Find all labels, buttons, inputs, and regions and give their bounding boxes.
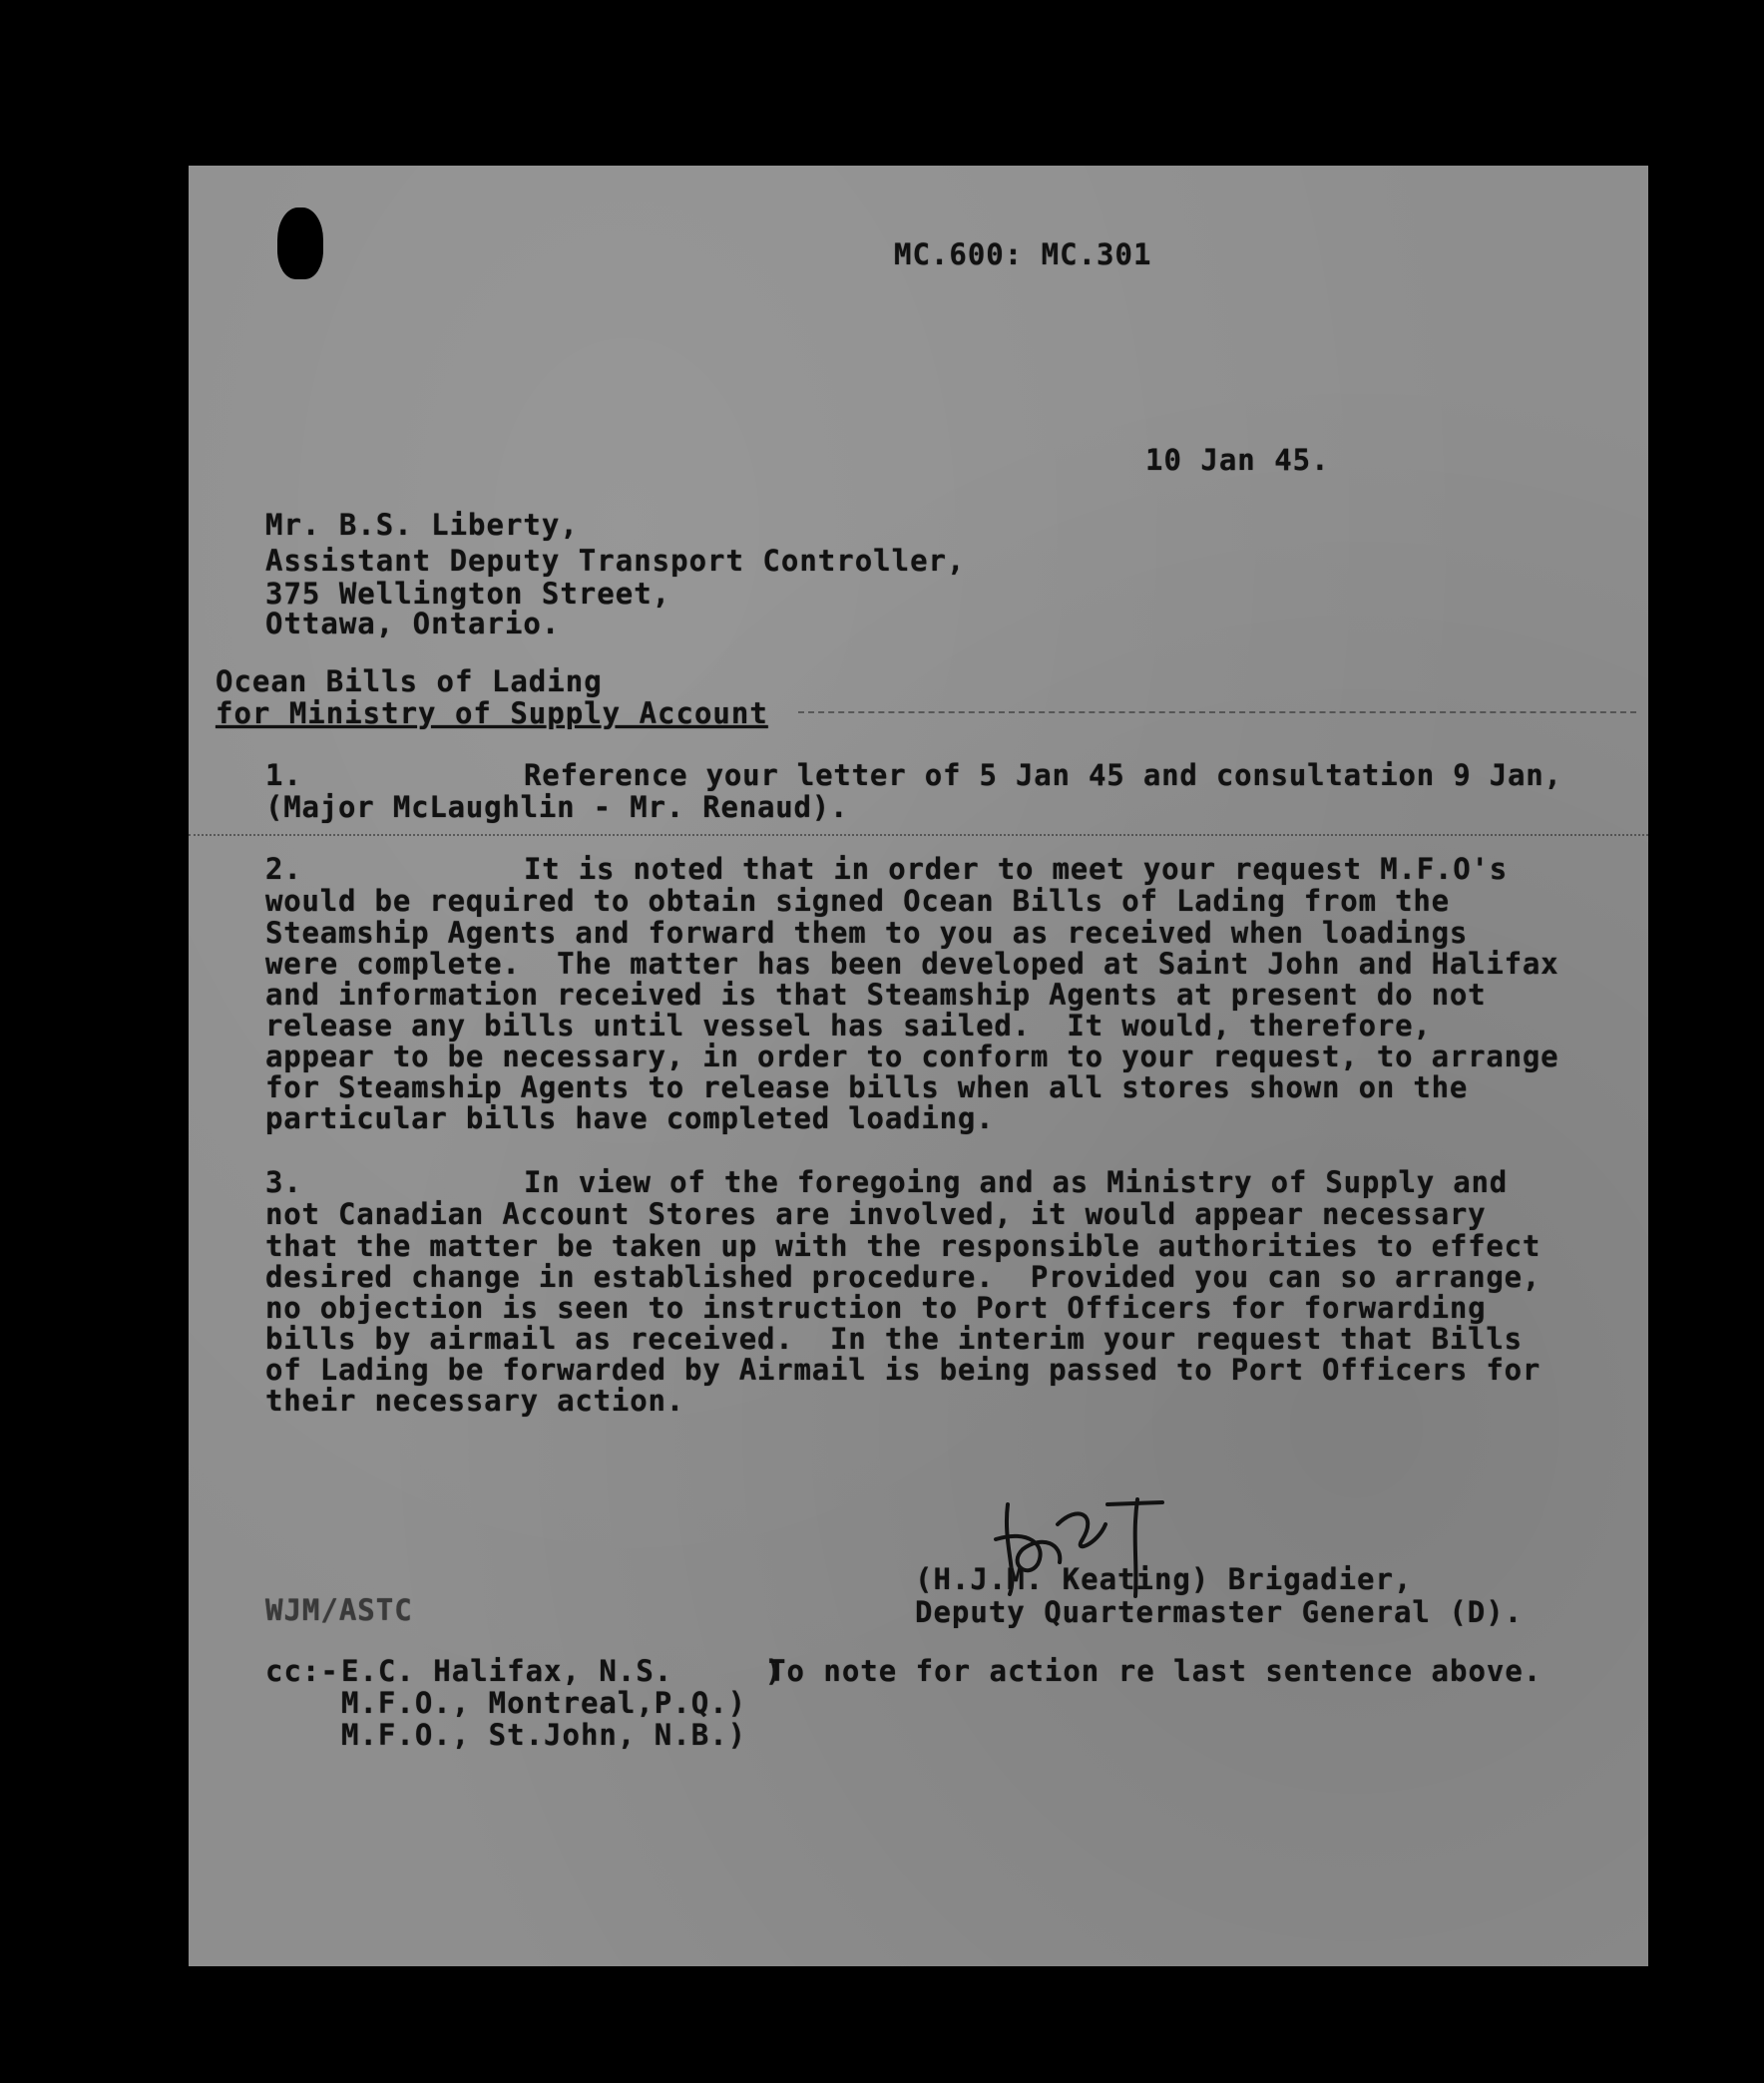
paragraph-number: 3.	[265, 1165, 302, 1199]
fold-line	[798, 711, 1636, 713]
paragraph-line: Steamship Agents and forward them to you as received when loadings	[265, 916, 1469, 950]
letter-date: 10 Jan 45.	[1145, 443, 1330, 477]
paragraph-line: (Major McLaughlin - Mr. Renaud).	[265, 790, 849, 824]
file-reference: MC.600: MC.301	[894, 237, 1152, 271]
cc-recipient: M.F.O., Montreal,P.Q.)	[341, 1686, 747, 1720]
paragraph-line: no objection is seen to instruction to Port Officers for forwarding	[265, 1291, 1487, 1325]
cc-recipient: E.C. Halifax, N.S. )	[341, 1654, 784, 1688]
paragraph-line: of Lading be forwarded by Airmail is being passed to Port Officers for	[265, 1353, 1542, 1387]
paragraph-line: bills by airmail as received. In the interim your request that Bills	[265, 1322, 1523, 1356]
paragraph-line: Reference your letter of 5 Jan 45 and consultation 9 Jan,	[524, 758, 1562, 792]
paragraph-line: and information received is that Steamship Agents at present do not	[265, 978, 1487, 1012]
cc-note: To note for action re last sentence above.	[768, 1654, 1543, 1688]
recipient-name: Mr. B.S. Liberty,	[265, 508, 579, 542]
cc-recipient: M.F.O., St.John, N.B.)	[341, 1718, 747, 1752]
paragraph-line: that the matter be taken up with the responsible authorities to effect	[265, 1229, 1542, 1263]
paragraph-line: their necessary action.	[265, 1384, 684, 1418]
paragraph-line: not Canadian Account Stores are involved, it would appear necessary	[265, 1197, 1487, 1231]
paragraph-line: release any bills until vessel has sailed. It would, therefore,	[265, 1009, 1432, 1042]
subject-line-1: Ocean Bills of Lading	[216, 664, 603, 698]
paragraph-line: desired change in established procedure. Provided you can so arrange,	[265, 1260, 1542, 1294]
paragraph-line: particular bills have completed loading.	[265, 1101, 995, 1135]
paragraph-line: were complete. The matter has been developed at Saint John and Halifax	[265, 947, 1559, 981]
paragraph-line: for Steamship Agents to release bills when all stores shown on the	[265, 1070, 1469, 1104]
paragraph-line: It is noted that in order to meet your request M.F.O's	[524, 852, 1509, 886]
recipient-title: Assistant Deputy Transport Controller,	[265, 544, 966, 578]
fold-line	[189, 834, 1648, 836]
signatory-name: (H.J.M. Keating) Brigadier,	[915, 1562, 1413, 1596]
signatory-title: Deputy Quartermaster General (D).	[915, 1595, 1524, 1629]
recipient-city: Ottawa, Ontario.	[265, 607, 561, 640]
cc-label: cc:-	[265, 1654, 339, 1688]
reference-initials: WJM/ASTC	[265, 1593, 413, 1627]
paragraph-line: appear to be necessary, in order to conform to your request, to arrange	[265, 1040, 1559, 1073]
recipient-street: 375 Wellington Street,	[265, 577, 671, 611]
paragraph-line: In view of the foregoing and as Ministry of Supply and	[524, 1165, 1509, 1199]
paragraph-number: 2.	[265, 852, 302, 886]
paragraph-number: 1.	[265, 758, 302, 792]
punch-hole	[277, 208, 323, 279]
paragraph-line: would be required to obtain signed Ocean Bills of Lading from the	[265, 884, 1450, 918]
subject-line-2: for Ministry of Supply Account	[216, 696, 768, 730]
